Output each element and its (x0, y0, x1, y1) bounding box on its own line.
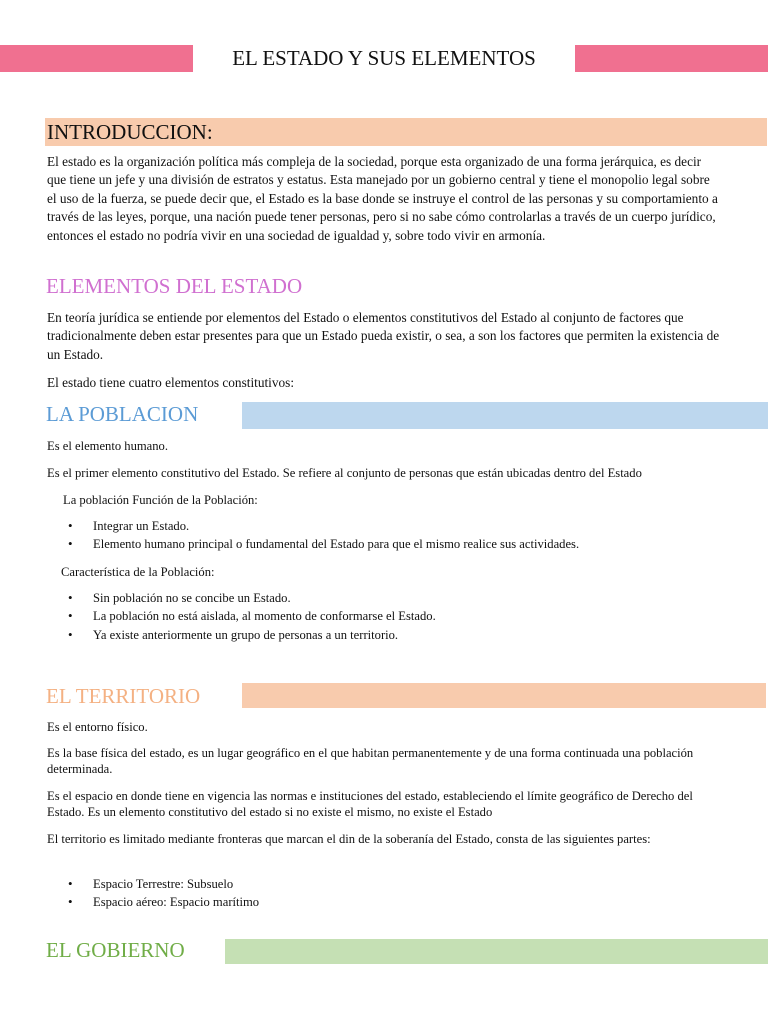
poblacion-p1: Es el elemento humano. (47, 439, 169, 453)
introduccion-text: El estado es la organización política más compleja de la sociedad, porque esta organizado de una forma jerárquica, es decir que tiene un jefe y una división de estratos y estatus. Esta manejado por un gobierno central y tiene el monopolio legal sobre el uso de la fuerza, se puede decir que, el Estado es la base donde se instruye el control de las personas y su comportamiento a través de las leyes, porque, una nación puede tener personas, pero si no sabe cómo controlarlas a través de un cuerpo jurídico, entonces el estado no podría vivir en una sociedad de igualdad y, sobre todo vivir en armonía. (47, 154, 718, 243)
territorio-p1: Es el entorno físico. (47, 720, 148, 734)
list-item: • Integrar un Estado. (68, 517, 579, 535)
territorio-p2: Es la base física del estado, es un lugar geográfico en el que habitan permanentemente y de una forma continuada una población determinada. (47, 746, 694, 777)
poblacion-heading: LA POBLACION (46, 402, 199, 426)
list-item: • La población no está aislada, al momento de conformarse el Estado. (68, 607, 436, 625)
poblacion-caracteristica-label: Característica de la Población: (61, 565, 215, 579)
list-item: • Ya existe anteriormente un grupo de personas a un territorio. (68, 626, 436, 644)
title-bar-right (575, 45, 768, 72)
list-item: • Espacio Terrestre: Subsuelo (68, 875, 259, 893)
introduccion-heading: INTRODUCCION: (45, 118, 767, 146)
poblacion-funcion-list (68, 517, 579, 554)
poblacion-funcion-label: La población Función de la Población: (63, 493, 258, 507)
territorio-list (68, 875, 259, 912)
gobierno-heading: EL GOBIERNO (46, 938, 185, 962)
territorio-heading: EL TERRITORIO (46, 684, 201, 708)
poblacion-caracteristica-list (68, 589, 436, 644)
territorio-p4: El territorio es limitado mediante fronteras que marcan el din de la soberanía del Estado, consta de las siguientes partes: (47, 832, 651, 846)
title-bar-left (0, 45, 193, 72)
document-title: EL ESTADO Y SUS ELEMENTOS (232, 46, 536, 70)
list-item: • Sin población no se concibe un Estado. (68, 589, 436, 607)
territorio-p3: Es el espacio en donde tiene en vigencia las normas e instituciones del estado, estableciendo el límite geográfico de Derecho del Estado. Es un elemento constitutivo del estado si no existe el mismo, no existe el Estado (47, 789, 693, 820)
gobierno-heading-bar (225, 939, 768, 964)
list-item: • Elemento humano principal o fundamental del Estado para que el mismo realice sus actividades. (68, 535, 579, 553)
poblacion-p2: Es el primer elemento constitutivo del Estado. Se refiere al conjunto de personas que están ubicadas dentro del Estado (47, 466, 642, 480)
list-item: • Espacio aéreo: Espacio marítimo (68, 893, 259, 911)
poblacion-heading-bar (242, 402, 768, 429)
elementos-text-2: El estado tiene cuatro elementos constitutivos: (47, 375, 295, 390)
elementos-text: En teoría jurídica se entiende por elementos del Estado o elementos constitutivos del Estado al conjunto de factores que tradicionalmente deben estar presentes para que un Estado pueda existir, o sea, a son los factores que permiten la existencia de un Estado. (47, 310, 720, 362)
elementos-heading: ELEMENTOS DEL ESTADO (46, 274, 303, 298)
territorio-heading-bar (242, 683, 766, 708)
